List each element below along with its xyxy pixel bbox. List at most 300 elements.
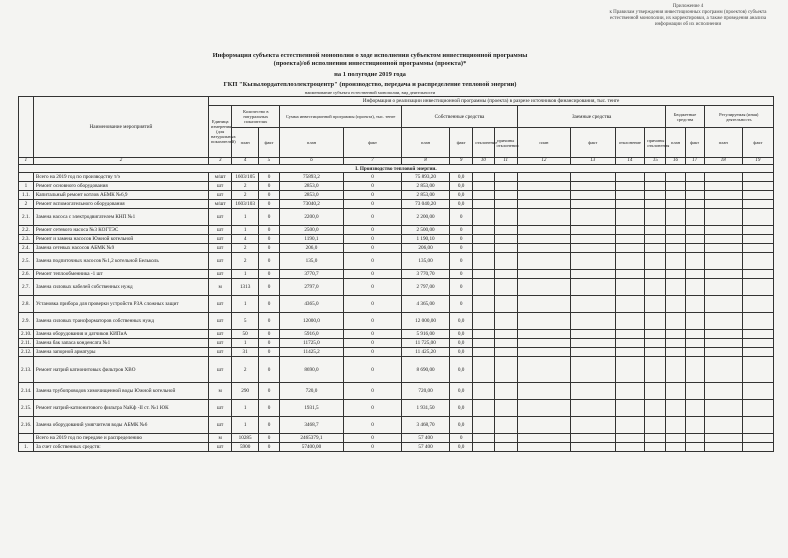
empty-cell [494,357,517,383]
empty-cell [742,357,773,383]
row-number [19,434,34,443]
row-qty-plan: 2 [232,182,259,191]
empty-cell [517,296,570,313]
table-row [19,235,774,244]
empty-cell [685,348,704,357]
empty-cell [666,348,685,357]
row-qty-fact: 0 [258,330,279,339]
row-number: 2.15. [19,400,34,417]
table-row [19,443,774,452]
empty-cell [704,209,742,226]
row-qty-plan: 1 [232,226,259,235]
row-own-fact: 0,0 [449,173,472,182]
row-qty-fact: 0 [258,400,279,417]
empty-cell [494,400,517,417]
empty-cell [685,417,704,434]
empty-cell [570,279,615,296]
row-unit: шт [209,339,232,348]
empty-cell [570,209,615,226]
row-sum-plan: 1190,1 [280,235,344,244]
empty-cell [615,339,645,348]
table-row [19,400,774,417]
empty-cell [473,226,494,235]
row-unit: м/шт [209,200,232,209]
row-name: Ремонт и замена насосов Южной котельной [33,235,208,244]
empty-cell [494,270,517,279]
empty-cell [517,357,570,383]
empty-cell [570,339,615,348]
empty-cell [473,182,494,191]
empty-cell [570,226,615,235]
empty-cell [570,313,615,330]
row-own-plan: 12 000,00 [402,313,450,330]
empty-cell [570,357,615,383]
row-name: Замена подпиточных насосов №1,2 котельной Бельколь [33,253,208,270]
empty-cell [473,313,494,330]
empty-cell [570,173,615,182]
row-qty-fact: 0 [258,191,279,200]
column-number: 11 [494,158,517,165]
empty-cell [685,400,704,417]
empty-cell [570,191,615,200]
row-number: 2.16. [19,417,34,434]
empty-cell [494,434,517,443]
row-sum-plan: 5916,0 [280,330,344,339]
empty-cell [517,226,570,235]
column-number: 2 [33,158,208,165]
row-own-fact: 0 [449,279,472,296]
row-own-fact: 0,0 [449,182,472,191]
row-sum-fact: 0 [343,270,401,279]
empty-cell [473,244,494,253]
col-regulated-header: Регулируемая (иная) деятельность [704,106,773,128]
row-own-fact: 0,0 [449,357,472,383]
empty-cell [742,235,773,244]
empty-cell [473,348,494,357]
row-number: 2.8. [19,296,34,313]
col-qty-header: Количество в натуральных показателях [232,106,280,128]
column-number: 4 [232,158,259,165]
empty-cell [615,434,645,443]
investment-table [18,96,774,452]
empty-cell [494,209,517,226]
row-name: Ремонт теплообменника -1 шт [33,270,208,279]
row-sum-plan: 75893,2 [280,173,344,182]
empty-cell [704,200,742,209]
row-name: Замена бак запаса конденсата №1 [33,339,208,348]
row-own-fact: 0,0 [449,330,472,339]
empty-cell [685,296,704,313]
empty-cell [615,200,645,209]
empty-cell [645,244,666,253]
row-own-plan: 135,00 [402,253,450,270]
empty-cell [517,235,570,244]
row-name: Ремонт вспомогательного оборудования [33,200,208,209]
row-qty-fact: 0 [258,383,279,400]
row-qty-fact: 0 [258,173,279,182]
empty-cell [570,200,615,209]
empty-cell [517,417,570,434]
row-name: Замена насоса с электродвигателем КНП №1 [33,209,208,226]
row-unit: шт [209,357,232,383]
empty-cell [704,339,742,348]
column-number: 15 [645,158,666,165]
row-unit: шт [209,226,232,235]
empty-cell [645,348,666,357]
empty-cell [666,270,685,279]
row-qty-plan: 1603/105 [232,173,259,182]
row-own-fact: 0 [449,209,472,226]
empty-cell [615,357,645,383]
row-sum-plan: 720,0 [280,383,344,400]
row-number: 2 [19,200,34,209]
empty-cell [685,383,704,400]
row-number: 2.4. [19,244,34,253]
empty-cell [615,279,645,296]
sum-plan-header: план [280,128,344,158]
empty-cell [645,296,666,313]
table-row [19,330,774,339]
row-qty-plan: 1 [232,209,259,226]
row-unit: шт [209,296,232,313]
row-sum-plan: 11725,0 [280,339,344,348]
empty-cell [666,235,685,244]
empty-cell [615,296,645,313]
empty-cell [645,400,666,417]
row-number: 2.9. [19,313,34,330]
empty-cell [517,182,570,191]
empty-cell [666,417,685,434]
row-qty-fact: 0 [258,244,279,253]
column-number: 9 [449,158,472,165]
row-qty-plan: 10285 [232,434,259,443]
empty-cell [615,253,645,270]
col-unit-header: Единица измерения (для натуральных показателей) [209,106,232,158]
empty-cell [615,383,645,400]
empty-cell [704,383,742,400]
row-own-plan: 206,00 [402,244,450,253]
row-sum-plan: 3468,7 [280,417,344,434]
row-qty-fact: 0 [258,339,279,348]
empty-cell [473,173,494,182]
table-row [19,339,774,348]
empty-cell [666,279,685,296]
row-qty-plan: 2 [232,244,259,253]
table-row [19,200,774,209]
row-sum-plan: 2853,0 [280,191,344,200]
empty-cell [742,348,773,357]
empty-cell [615,400,645,417]
row-sum-fact: 0 [343,339,401,348]
row-number: 2.14. [19,383,34,400]
row-qty-fact: 0 [258,313,279,330]
empty-cell [570,417,615,434]
empty-cell [473,279,494,296]
row-own-plan: 73 040,20 [402,200,450,209]
row-own-plan: 2 853,00 [402,182,450,191]
row-sum-fact: 0 [343,313,401,330]
empty-cell [742,443,773,452]
empty-cell [685,270,704,279]
row-own-fact: 0,0 [449,348,472,357]
budget-plan-header: план [666,128,685,158]
empty-cell [570,434,615,443]
row-unit: м [209,434,232,443]
row-number: 1 [19,182,34,191]
empty-cell [685,357,704,383]
empty-cell [517,191,570,200]
empty-cell [494,244,517,253]
empty-cell [666,182,685,191]
row-number: 2.12. [19,348,34,357]
empty-cell [615,235,645,244]
empty-cell [685,244,704,253]
col-own-header: Собственные средства [402,106,518,128]
empty-cell [742,279,773,296]
empty-cell [666,253,685,270]
borrowed-deviation-header: отклонение [615,128,645,158]
row-sum-fact: 0 [343,226,401,235]
empty-cell [517,209,570,226]
table-row [19,270,774,279]
row-qty-fact: 0 [258,357,279,383]
empty-cell [704,270,742,279]
empty-cell [666,173,685,182]
row-number: 2.7. [19,279,34,296]
qty-plan-header: план [232,128,259,158]
row-qty-plan: 290 [232,383,259,400]
row-own-plan: 1 931,50 [402,400,450,417]
row-qty-plan: 5900 [232,443,259,452]
empty-cell [615,330,645,339]
row-unit: шт [209,443,232,452]
empty-cell [645,200,666,209]
empty-cell [742,417,773,434]
row-qty-plan: 1603/103 [232,200,259,209]
header-group: Информация о реализации инвестиционной программы (проекта) в разрезе источников финансирования, тыс. тенге [209,97,774,106]
empty-cell [494,279,517,296]
empty-cell [494,200,517,209]
row-own-fact: 0,0 [449,400,472,417]
row-qty-fact: 0 [258,253,279,270]
row-name: Замена трубопроводов химочищенной воды Южной котельной [33,383,208,400]
row-unit: шт [209,209,232,226]
row-name: Ремонт натрий катионитовых фильтров ХВО [33,357,208,383]
empty-cell [704,279,742,296]
row-qty-fact: 0 [258,348,279,357]
column-number: 14 [615,158,645,165]
row-sum-fact: 0 [343,357,401,383]
row-number: 2.11. [19,339,34,348]
empty-cell [666,339,685,348]
empty-cell [685,443,704,452]
empty-cell [704,253,742,270]
row-qty-fact: 0 [258,209,279,226]
row-unit: шт [209,330,232,339]
empty-cell [666,200,685,209]
own-reasons-header: причины отклонения [494,128,517,158]
row-own-plan: 57 400 [402,443,450,452]
empty-cell [494,383,517,400]
row-unit: шт [209,244,232,253]
row-name: Капитальный ремонт котлов АБМК №6,9 [33,191,208,200]
row-unit: шт [209,417,232,434]
empty-cell [494,313,517,330]
row-name: Всего на 2019 год по передаче и распределению [33,434,208,443]
empty-cell [494,330,517,339]
empty-cell [570,296,615,313]
empty-cell [473,270,494,279]
empty-cell [704,313,742,330]
empty-cell [517,348,570,357]
empty-cell [685,279,704,296]
empty-cell [517,244,570,253]
row-own-fact: 0 [449,244,472,253]
row-own-plan: 57 400 [402,434,450,443]
qty-fact-header: факт [258,128,279,158]
column-number: 19 [742,158,773,165]
row-number: 2.5. [19,253,34,270]
row-own-fact: 0 [449,270,472,279]
empty-cell [473,235,494,244]
row-sum-fact: 0 [343,244,401,253]
empty-cell [645,253,666,270]
empty-cell [742,182,773,191]
row-own-fact: 0,0 [449,417,472,434]
budget-fact-header: факт [685,128,704,158]
empty-cell [473,330,494,339]
row-qty-fact: 0 [258,279,279,296]
empty-cell [666,313,685,330]
row-sum-fact: 0 [343,400,401,417]
empty-cell [473,400,494,417]
row-unit: шт [209,270,232,279]
empty-cell [517,383,570,400]
column-number: 10 [473,158,494,165]
row-sum-fact: 0 [343,383,401,400]
empty-cell [645,209,666,226]
row-own-fact: 0 [449,235,472,244]
row-name: Замена сетевых насосов АБМК №9 [33,244,208,253]
empty-cell [666,209,685,226]
empty-cell [685,253,704,270]
row-own-fact: 0,0 [449,191,472,200]
table-row [19,313,774,330]
empty-cell [473,339,494,348]
row-own-fact: 0,0 [449,443,472,452]
empty-cell [704,244,742,253]
row-qty-plan: 2 [232,357,259,383]
empty-cell [704,348,742,357]
empty-cell [666,244,685,253]
row-unit: шт [209,253,232,270]
row-own-plan: 1 190,10 [402,235,450,244]
empty-cell [473,209,494,226]
column-number: 6 [280,158,344,165]
table-row [19,417,774,434]
empty-cell [517,270,570,279]
empty-cell [645,182,666,191]
empty-cell [473,357,494,383]
empty-cell [517,330,570,339]
table-row [19,226,774,235]
empty-cell [570,348,615,357]
row-own-plan: 75 893,20 [402,173,450,182]
table-row [19,253,774,270]
empty-cell [645,443,666,452]
row-qty-fact: 0 [258,270,279,279]
borrowed-fact-header: факт [570,128,615,158]
row-name: Ремонт натрий-катионитового фильтра NaKф -II ст. №1 ЮК [33,400,208,417]
row-sum-fact: 0 [343,235,401,244]
row-number: 1.1. [19,191,34,200]
col-sum-header: Сумма инвестиционной программы (проекта), тыс. тенге [280,106,402,128]
row-own-plan: 8 690,00 [402,357,450,383]
section-title: I. Производство тепловой энергии. [19,165,774,173]
empty-cell [517,434,570,443]
row-number: 2.3. [19,235,34,244]
empty-cell [645,339,666,348]
empty-cell [704,296,742,313]
title-line-4: ГКП "Кызылордатеплоэлектроцентр" (производство, передача и распределение тепловой энергии) [223,81,517,88]
empty-cell [685,173,704,182]
empty-cell [742,400,773,417]
row-own-fact: 0,0 [449,339,472,348]
empty-cell [494,226,517,235]
empty-cell [570,443,615,452]
row-sum-fact: 0 [343,253,401,270]
column-number: 8 [402,158,450,165]
empty-cell [742,330,773,339]
row-sum-fact: 0 [343,434,401,443]
row-unit: м [209,383,232,400]
empty-cell [685,330,704,339]
empty-cell [666,434,685,443]
empty-cell [685,313,704,330]
row-unit: шт [209,182,232,191]
empty-cell [615,313,645,330]
empty-cell [473,434,494,443]
row-sum-plan: 1931,5 [280,400,344,417]
empty-cell [704,417,742,434]
empty-cell [742,244,773,253]
title-line-1: Информация субъекта естественной монополии о ходе исполнения субъектом инвестиционной программы [212,52,528,59]
row-sum-plan: 2200,0 [280,209,344,226]
empty-cell [685,209,704,226]
row-own-plan: 4 365,00 [402,296,450,313]
empty-cell [494,339,517,348]
empty-cell [494,173,517,182]
empty-cell [704,235,742,244]
row-own-plan: 720,00 [402,383,450,400]
row-own-plan: 3 468,70 [402,417,450,434]
column-number: 17 [685,158,704,165]
empty-cell [615,173,645,182]
row-qty-plan: 2 [232,253,259,270]
table-row [19,209,774,226]
column-number: 18 [704,158,742,165]
empty-cell [517,200,570,209]
empty-cell [645,173,666,182]
row-number: 2.13. [19,357,34,383]
row-qty-fact: 0 [258,417,279,434]
row-unit: шт [209,400,232,417]
table-row [19,173,774,182]
row-number: 2.10. [19,330,34,339]
row-name: Замена запорной арматуры [33,348,208,357]
table-row [19,279,774,296]
empty-cell [704,182,742,191]
